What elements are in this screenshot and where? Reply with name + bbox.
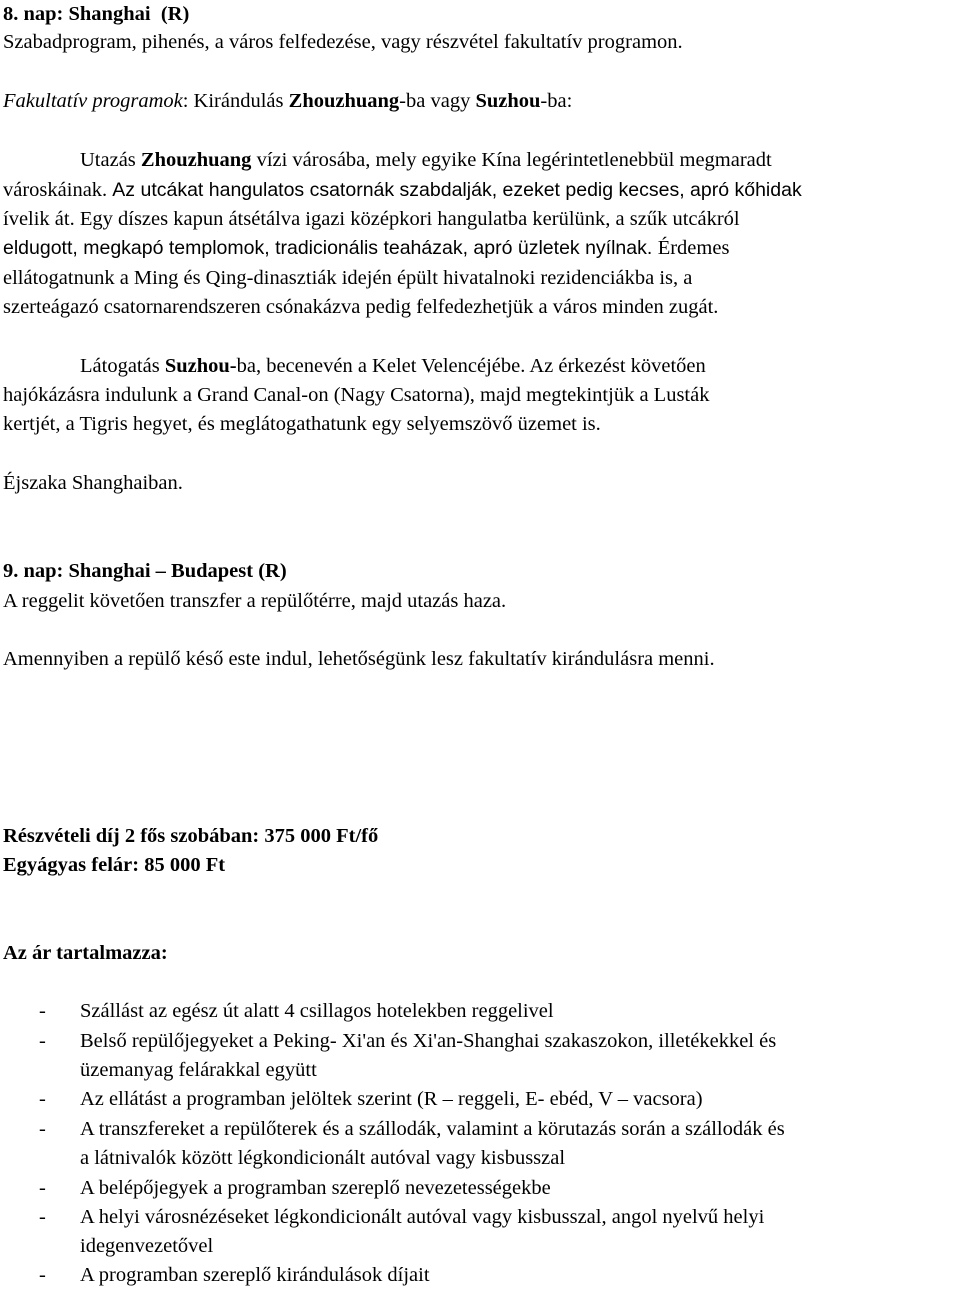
zhou-text: Érdemes xyxy=(657,237,730,259)
day9-line-1: A reggelit követően transzfer a repülőtérre, majd utazás haza. xyxy=(3,590,507,612)
suzhou-line-3: kertjét, a Tigris hegyet, és meglátogathatunk egy selyemszövő üzemet is. xyxy=(3,413,601,435)
day9-line-2: Amennyiben a repülő késő este indul, lehetőségünk lesz fakultatív kirándulásra menni. xyxy=(3,648,715,670)
list-dash: - xyxy=(39,1030,46,1052)
list-dash: - xyxy=(39,1000,46,1022)
price-single-supplement: Egyágyas felár: 85 000 Ft xyxy=(3,854,226,876)
list-item-text: Az ellátást a programban jelöltek szerint (R – reggeli, E- ebéd, V – vacsora) xyxy=(80,1088,703,1110)
list-item-text: Szállást az egész út alatt 4 csillagos hotelekben reggelivel xyxy=(80,1000,554,1022)
list-item-text-cont: üzemanyag felárakkal együtt xyxy=(80,1059,317,1081)
optional-place-zhouzhuang: Zhouzhuang xyxy=(288,90,400,112)
day8-heading-title: 8. nap: Shanghai xyxy=(3,3,151,25)
day9-heading: 9. nap: Shanghai – Budapest (R) xyxy=(3,560,287,582)
zhou-text-sans: Az utcákat hangulatos csatornák szabdalják, ezeket pedig kecses, apró kőhidak xyxy=(112,179,802,201)
day8-intro: Szabadprogram, pihenés, a város felfedezése, vagy részvétel fakultatív programon. xyxy=(3,31,683,53)
list-item-text: A transzfereket a repülőterek és a szállodák, valamint a körutazás során a szállodák és xyxy=(80,1118,785,1140)
optional-programs-line xyxy=(3,87,572,115)
day8-heading-code: (R) xyxy=(160,3,190,25)
list-item-text: A belépőjegyek a programban szereplő nevezetességekbe xyxy=(80,1177,551,1199)
optional-text-a: : Kirándulás xyxy=(182,90,289,112)
zhou-line-4 xyxy=(3,234,729,262)
zhou-text: Egy díszes kapun átsétálva igazi középkori hangulatba kerülünk, a szűk utcákról xyxy=(79,208,740,230)
list-item-text: A programban szereplő kirándulások díjait xyxy=(80,1264,430,1286)
suzhou-line-1 xyxy=(80,352,706,380)
list-dash: - xyxy=(39,1206,46,1228)
suzhou-place: Suzhou- xyxy=(164,355,237,377)
optional-programs-label: Fakultatív programok xyxy=(3,90,183,112)
list-item-text-cont: idegenvezetővel xyxy=(80,1235,214,1257)
suzhou-text: Az érkezést követően xyxy=(529,355,706,377)
zhou-text: vízi városába, mely egyike Kína legérintetlenebbül megmaradt xyxy=(251,149,772,171)
zhou-place: Zhouzhuang xyxy=(140,149,252,171)
list-dash: - xyxy=(39,1264,46,1286)
list-item-text: Belső repülőjegyeket a Peking- Xi'an és Xi'an-Shanghai szakaszokon, illetékekkel és xyxy=(80,1030,777,1052)
list-item-text-cont: a látnivalók között légkondicionált autóval vagy kisbusszal xyxy=(80,1147,566,1169)
suzhou-text: ba, becenevén a Kelet Velencéjébe. xyxy=(236,355,530,377)
zhou-line-3 xyxy=(3,205,740,233)
zhou-text: Utazás xyxy=(80,149,141,171)
zhou-line-6: szerteágazó csatornarendszeren csónakázva pedig felfedezhetjük a város minden zugát. xyxy=(3,296,719,318)
day8-heading xyxy=(3,0,189,28)
list-dash: - xyxy=(39,1177,46,1199)
zhou-line-5: ellátogatnunk a Ming és Qing-dinasztiák idején épült hivatalnoki rezidenciákba is, a xyxy=(3,267,693,289)
includes-heading: Az ár tartalmazza: xyxy=(3,942,168,964)
list-dash: - xyxy=(39,1088,46,1110)
optional-text-c: -ba: xyxy=(540,90,573,112)
suzhou-line-2: hajókázásra indulunk a Grand Canal-on (Nagy Csatorna), majd megtekintjük a Lusták xyxy=(3,384,710,406)
list-item-text: A helyi városnézéseket légkondicionált autóval vagy kisbusszal, angol nyelvű helyi xyxy=(80,1206,765,1228)
zhou-text-sans: eldugott, megkapó templomok, tradicionális teaházak, apró üzletek nyílnak. xyxy=(3,237,658,259)
zhou-text: városkáinak. xyxy=(3,179,113,201)
night-in-shanghai: Éjszaka Shanghaiban. xyxy=(3,472,183,494)
optional-place-suzhou: Suzhou xyxy=(475,90,541,112)
price-double-room: Részvételi díj 2 fős szobában: 375 000 Ft/fő xyxy=(3,825,379,847)
suzhou-text: Látogatás xyxy=(80,355,165,377)
list-dash: - xyxy=(39,1118,46,1140)
optional-text-b: -ba vagy xyxy=(399,90,476,112)
zhou-text: ívelik át. xyxy=(3,208,80,230)
zhou-line-2 xyxy=(3,176,802,204)
zhou-line-1 xyxy=(80,146,772,174)
